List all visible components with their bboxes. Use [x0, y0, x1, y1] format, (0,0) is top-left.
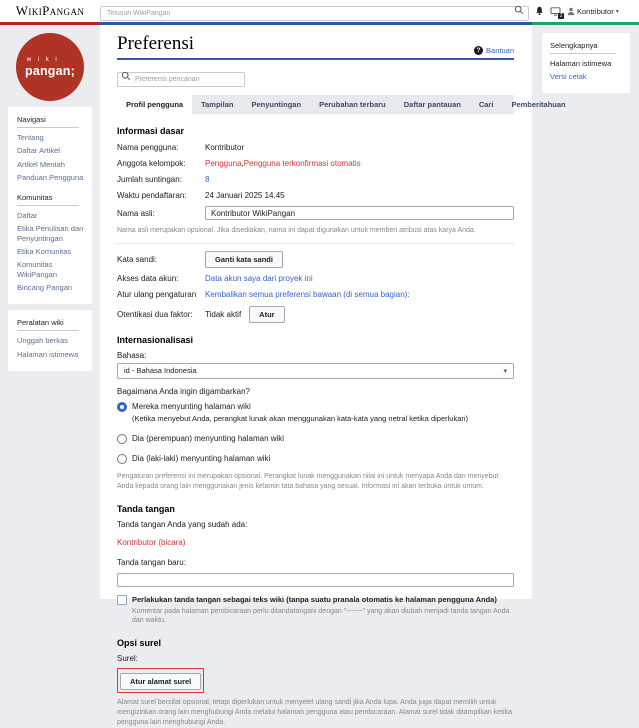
gender-question-label: Bagaimana Anda ingin digambarkan?: [117, 386, 250, 396]
tab-pemberitahuan[interactable]: Pemberitahuan: [511, 100, 566, 109]
edit-count-label: Jumlah suntingan:: [117, 174, 182, 184]
sidebar-item-etika-penulisan[interactable]: Etika Penulisan dan Penyuntingan: [17, 223, 84, 243]
change-password-button[interactable]: Ganti kata sandi: [205, 251, 283, 268]
section-heading-tanda-tangan: Tanda tangan: [117, 503, 175, 514]
site-search: [100, 2, 529, 21]
row-reset-preferences: [117, 290, 514, 300]
email-note: Alamat surel bersifat opsional, tetapi diperlukan untuk menyetel ulang sandi jika Anda lupa. Anda juga dapat memilih untuk mengizinkan orang lain menghubungi Anda melalui halaman pengguna atau pembicaraan. Alamat surel tidak ditampilkan ketika pengguna lain menghubungi Anda.: [117, 699, 512, 726]
gender-option-neutral-note: (Ketika menyebut Anda, perangkat lunak akan menggunakan kata-kata yang netral ketika diperlukan): [132, 413, 469, 423]
radio-icon[interactable]: [117, 434, 127, 444]
search-icon: [121, 71, 131, 81]
preferences-page: [100, 25, 566, 726]
sidebar-item-etika-komunitas[interactable]: Etika Komunitas: [17, 246, 72, 256]
notice-count-badge: 2: [559, 12, 563, 19]
groups-label: Anggota kelompok:: [117, 158, 186, 168]
radio-icon[interactable]: [117, 454, 127, 464]
gender-option-male-label: Dia (laki-laki) menyunting halaman wiki: [132, 453, 271, 463]
sidebar-heading-peralatan: Peralatan wiki: [17, 318, 79, 331]
password-label: Kata sandi:: [117, 254, 158, 264]
page-title-row: [117, 33, 514, 60]
question-icon: ?: [474, 46, 483, 55]
user-menu[interactable]: [567, 7, 619, 16]
more-panel: [542, 33, 630, 93]
user-tools: [535, 6, 639, 19]
preferences-tabs: [117, 95, 566, 114]
page-title: Preferensi: [117, 33, 195, 54]
search-icon: [514, 5, 524, 15]
user-menu-label: Kontributor: [577, 6, 614, 16]
highlight-annotation: [117, 668, 204, 693]
data-access-label: Akses data akun:: [117, 274, 179, 284]
wikitext-signature-label: Perlakukan tanda tangan sebagai teks wiki (tanpa suatu pranala otomatis ke halaman pengguna Anda): [132, 594, 497, 604]
profile-form: [117, 114, 514, 728]
reset-preferences-link[interactable]: Kembalikan semua preferensi bawaan (di semua bagian):: [205, 290, 410, 300]
radio-selected-icon[interactable]: [117, 402, 127, 412]
data-access-link[interactable]: Data akun saya dari proyek ini: [205, 274, 313, 284]
gender-option-male[interactable]: [117, 454, 514, 464]
language-label: Bahasa:: [117, 350, 147, 360]
tab-tampilan[interactable]: Tampilan: [201, 100, 234, 109]
language-select[interactable]: [117, 363, 514, 379]
logo-text-bottom: pangan;: [24, 63, 75, 78]
real-name-input[interactable]: [205, 206, 514, 220]
username-label: Nama pengguna:: [117, 142, 179, 152]
sidebar-item-daftar[interactable]: Daftar: [17, 210, 38, 220]
sidebar-panel-tools: [8, 310, 92, 371]
site-search-input[interactable]: [100, 6, 529, 21]
gender-note: Pengaturan preferensi ini merupakan opsional. Perangkat lunak menggunakan nilai ini untuk menyapa Anda dan menyebut Anda kepada orang lain menggunakan jenis kelamin tata bahasa yang sesuai. Informasi ini akan terbuka untuk umum.: [117, 472, 499, 490]
tab-daftar-pantauan[interactable]: Daftar pantauan: [403, 100, 461, 109]
sidebar-item-tentang[interactable]: Tentang: [17, 133, 44, 142]
sidebar-item-komunitas-wikipangan[interactable]: Komunitas WikiPangan: [17, 260, 58, 279]
more-item-versi-cetak[interactable]: Versi cetak: [550, 72, 587, 81]
two-factor-label: Otentikasi dua faktor:: [117, 309, 193, 319]
sidebar-heading-komunitas: Komunitas: [17, 193, 79, 206]
wikitext-signature-option[interactable]: [117, 595, 514, 605]
right-sidebar: [532, 25, 639, 93]
preferences-search-input[interactable]: [117, 72, 245, 87]
more-heading: Selengkapnya: [550, 41, 616, 54]
group-link-pengguna[interactable]: Pengguna: [205, 158, 242, 168]
row-two-factor: [117, 306, 514, 323]
row-real-name: [117, 206, 514, 220]
sidebar-item-halaman-istimewa[interactable]: Halaman istimewa: [17, 349, 79, 359]
username-value: Kontributor: [205, 142, 245, 152]
two-factor-configure-button[interactable]: Atur: [249, 306, 284, 323]
gender-option-female[interactable]: [117, 434, 514, 444]
real-name-label: Nama asli:: [117, 208, 155, 218]
help-link-label: Bantuan: [486, 46, 514, 55]
reset-preferences-label: Atur ulang pengaturan: [117, 290, 197, 300]
existing-signature-link[interactable]: Kontributor (bicara): [117, 537, 186, 547]
registration-label: Waktu pendaftaran:: [117, 190, 187, 200]
two-factor-status: Tidak aktif: [205, 309, 242, 319]
gender-option-female-label: Dia (perempuan) menyunting halaman wiki: [132, 433, 285, 443]
sidebar-item-daftar-artikel[interactable]: Daftar Artikel: [17, 146, 60, 156]
site-wordmark[interactable]: WikiPangan: [15, 3, 85, 18]
site-logo[interactable]: [16, 33, 84, 101]
section-heading-internasionalisasi: Internasionalisasi: [117, 334, 194, 345]
gender-option-neutral-label: Mereka menyunting halaman wiki: [132, 401, 251, 411]
sidebar-item-panduan-pengguna[interactable]: Panduan Pengguna: [17, 172, 84, 182]
sidebar-panel-main: [8, 107, 92, 304]
tab-penyuntingan[interactable]: Penyuntingan: [251, 100, 302, 109]
preferences-search: [117, 68, 245, 87]
top-bar: [0, 0, 639, 22]
wikitext-signature-note: Komentar pada halaman pembicaraan perlu ditandatangani dengan "~~~~" yang akan diubah menjadi tanda tangan Anda dan waktu.: [132, 607, 510, 625]
logo-text-top: w i k i: [26, 56, 60, 63]
gender-option-neutral[interactable]: [117, 402, 514, 412]
tab-perubahan-terbaru[interactable]: Perubahan terbaru: [319, 100, 386, 109]
row-registration-time: [117, 190, 514, 200]
new-signature-label: Tanda tangan baru:: [117, 557, 186, 567]
section-heading-informasi-dasar: Informasi dasar: [117, 126, 185, 136]
bell-icon[interactable]: [535, 6, 544, 16]
row-data-access: [117, 274, 514, 284]
existing-signature-label: Tanda tangan Anda yang sudah ada:: [117, 519, 248, 529]
sidebar-item-bincang-pangan[interactable]: Bincang Pangan: [17, 283, 73, 292]
more-item-halaman-istimewa[interactable]: Halaman istimewa: [550, 59, 612, 68]
left-sidebar: [0, 25, 100, 377]
registration-value: 24 Januari 2025 14.45: [205, 190, 285, 200]
set-email-button[interactable]: Atur alamat surel: [120, 673, 201, 690]
chevron-down-icon: ▾: [615, 8, 619, 15]
section-divider: [117, 243, 514, 244]
notices-icon[interactable]: [550, 7, 563, 19]
row-edit-count: [117, 174, 514, 184]
sidebar-item-unggah-berkas[interactable]: Unggah berkas: [17, 336, 68, 346]
real-name-note: Nama asli merupakan opsional. Jika disediakan, nama ini dapat digunakan untuk memberi atribusi atas karya Anda.: [117, 227, 476, 234]
tab-profil-pengguna[interactable]: Profil pengguna: [117, 95, 192, 114]
chevron-down-icon: ▾: [503, 367, 507, 375]
language-select-value: id - Bahasa Indonesia: [124, 366, 197, 376]
section-heading-opsi-surel: Opsi surel: [117, 638, 162, 649]
row-password: [117, 251, 514, 268]
sidebar-item-artikel-mentah[interactable]: Artikel Mentah: [17, 159, 65, 169]
help-link[interactable]: [474, 46, 514, 55]
email-label: Surel:: [117, 654, 138, 664]
group-link-terkonfirmasi[interactable]: Pengguna terkonfirmasi otomatis: [243, 158, 361, 168]
edit-count-link[interactable]: 8: [205, 174, 210, 184]
tab-cari[interactable]: Cari: [478, 100, 494, 109]
person-icon: [567, 7, 575, 16]
new-signature-input[interactable]: [117, 573, 514, 587]
group-separator: ,: [241, 158, 244, 168]
checkbox-icon[interactable]: [117, 595, 127, 605]
row-username: [117, 142, 514, 152]
sidebar-heading-navigasi: Navigasi: [17, 115, 79, 128]
row-groups: [117, 158, 514, 168]
